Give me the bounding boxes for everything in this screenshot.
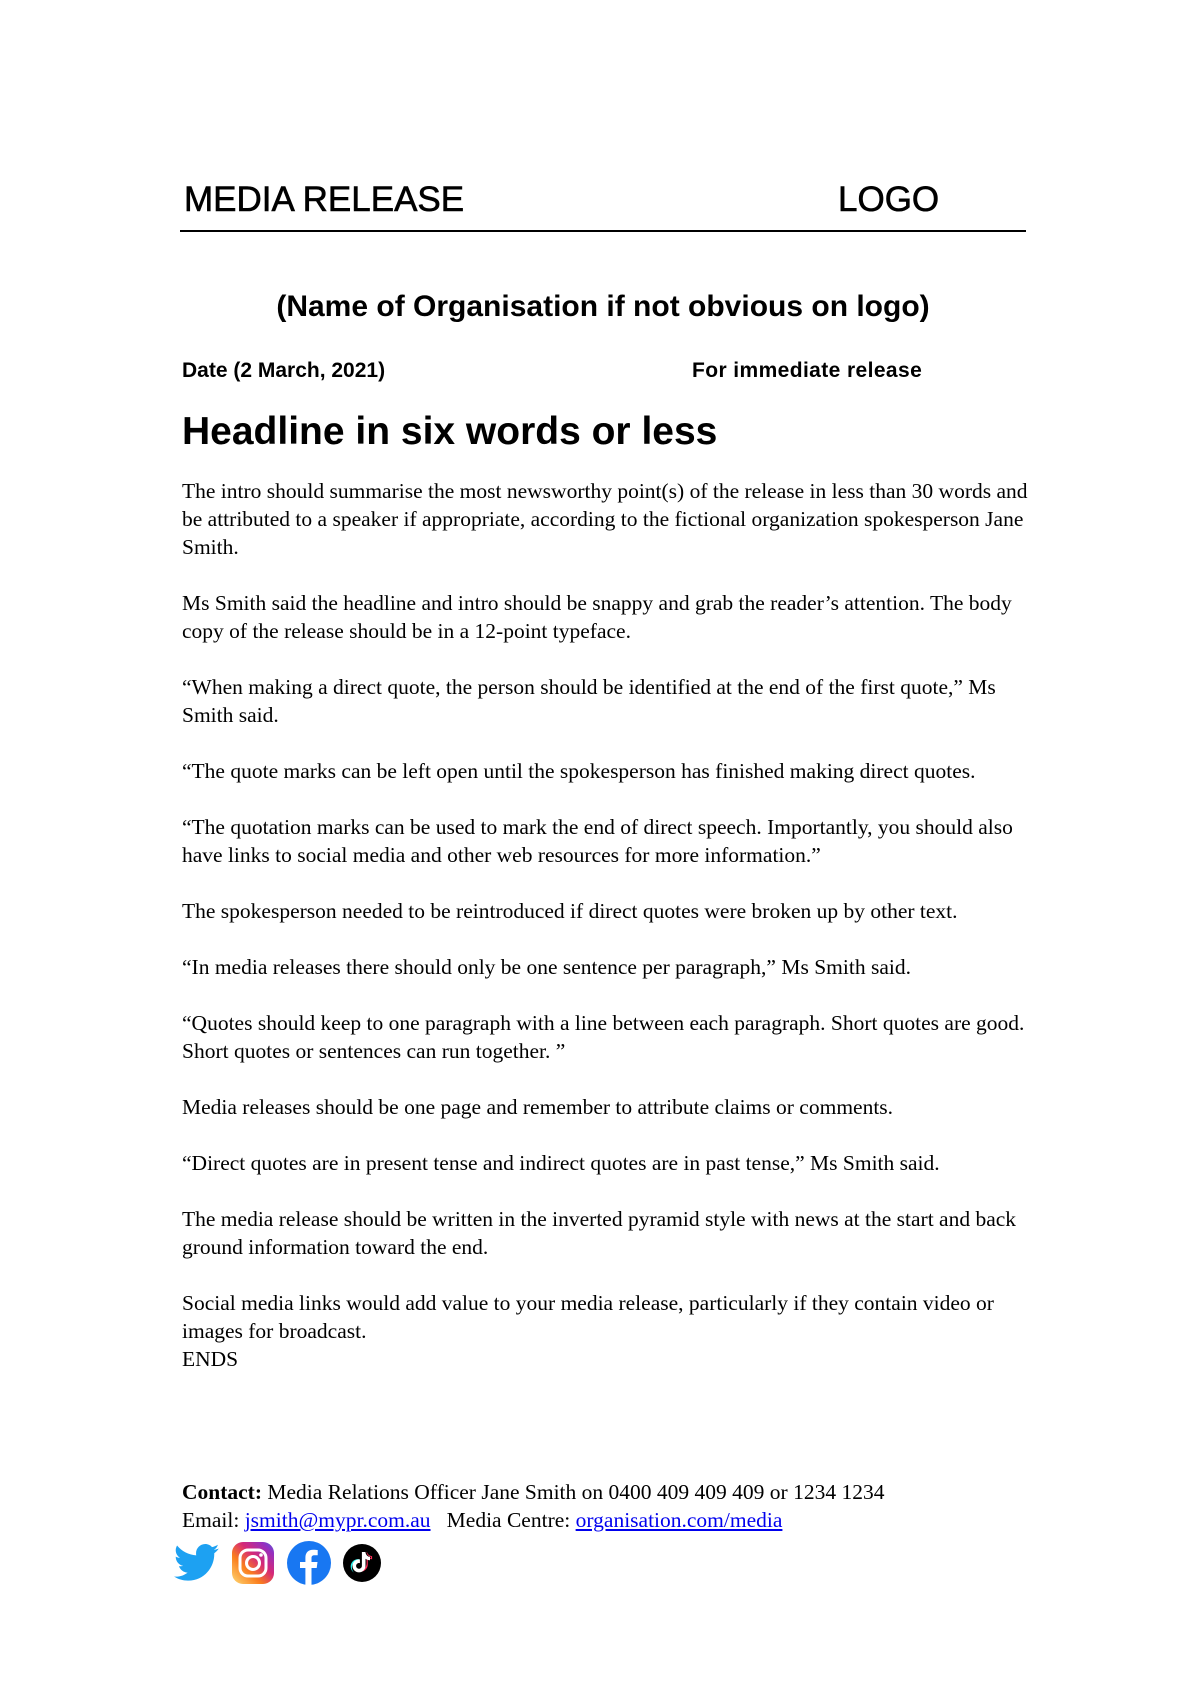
paragraph: Social media links would add value to your media release, particularly if they contain video or images for broadcast. xyxy=(182,1291,994,1343)
paragraph: “In media releases there should only be one sentence per paragraph,” Ms Smith said. xyxy=(182,955,911,979)
release-date: Date (2 March, 2021) xyxy=(182,359,386,382)
paragraph: Media releases should be one page and remember to attribute claims or comments. xyxy=(182,1095,894,1119)
paragraph: The media release should be written in the inverted pyramid style with news at the start and back ground information toward the end. xyxy=(182,1207,1017,1259)
facebook-icon[interactable] xyxy=(286,1540,332,1591)
contact-line xyxy=(182,1478,1062,1506)
contact-block xyxy=(182,1478,1062,1534)
headline: Headline in six words or less xyxy=(182,410,718,453)
release-title: MEDIA RELEASE xyxy=(184,180,465,219)
release-status: For immediate release xyxy=(692,359,923,382)
release-header xyxy=(180,180,1026,232)
media-centre-label: Media Centre: xyxy=(446,1508,571,1532)
tiktok-icon[interactable] xyxy=(342,1543,382,1588)
paragraph: “Quotes should keep to one paragraph with a line between each paragraph. Short quotes are good. Short quotes or sentences can run together. ” xyxy=(182,1011,1025,1063)
contact-label: Contact: xyxy=(182,1480,263,1504)
paragraph: “The quotation marks can be used to mark the end of direct speech. Importantly, you should also have links to social media and other web resources for more information.” xyxy=(182,815,1013,867)
twitter-icon[interactable] xyxy=(174,1543,220,1588)
ends-marker: ENDS xyxy=(182,1347,239,1371)
release-body xyxy=(182,477,1042,1401)
organisation-name: (Name of Organisation if not obvious on logo) xyxy=(276,290,930,323)
paragraph: “Direct quotes are in present tense and indirect quotes are in past tense,” Ms Smith said. xyxy=(182,1151,940,1175)
social-links xyxy=(174,1540,392,1590)
paragraph: The intro should summarise the most newsworthy point(s) of the release in less than 30 words and be attributed to a speaker if appropriate, according to the fictional organization spokesperson Jane Smith. xyxy=(182,479,1028,559)
email-line xyxy=(182,1506,1062,1534)
paragraph: The spokesperson needed to be reintroduced if direct quotes were broken up by other text. xyxy=(182,899,958,923)
contact-text: Media Relations Officer Jane Smith on 0400 409 409 409 or 1234 1234 xyxy=(267,1480,885,1504)
paragraph: Ms Smith said the headline and intro should be snappy and grab the reader’s attention. The body copy of the release should be in a 12-point typeface. xyxy=(182,591,1012,643)
logo-placeholder: LOGO xyxy=(838,180,940,219)
email-link[interactable]: jsmith@mypr.com.au xyxy=(244,1508,431,1532)
instagram-icon[interactable] xyxy=(230,1540,276,1591)
paragraph: “The quote marks can be left open until the spokesperson has finished making direct quotes. xyxy=(182,759,976,783)
media-centre-link[interactable]: organisation.com/media xyxy=(575,1508,783,1532)
email-label: Email: xyxy=(182,1508,240,1532)
paragraph: “When making a direct quote, the person should be identified at the end of the first quote,” Ms Smith said. xyxy=(182,675,996,727)
